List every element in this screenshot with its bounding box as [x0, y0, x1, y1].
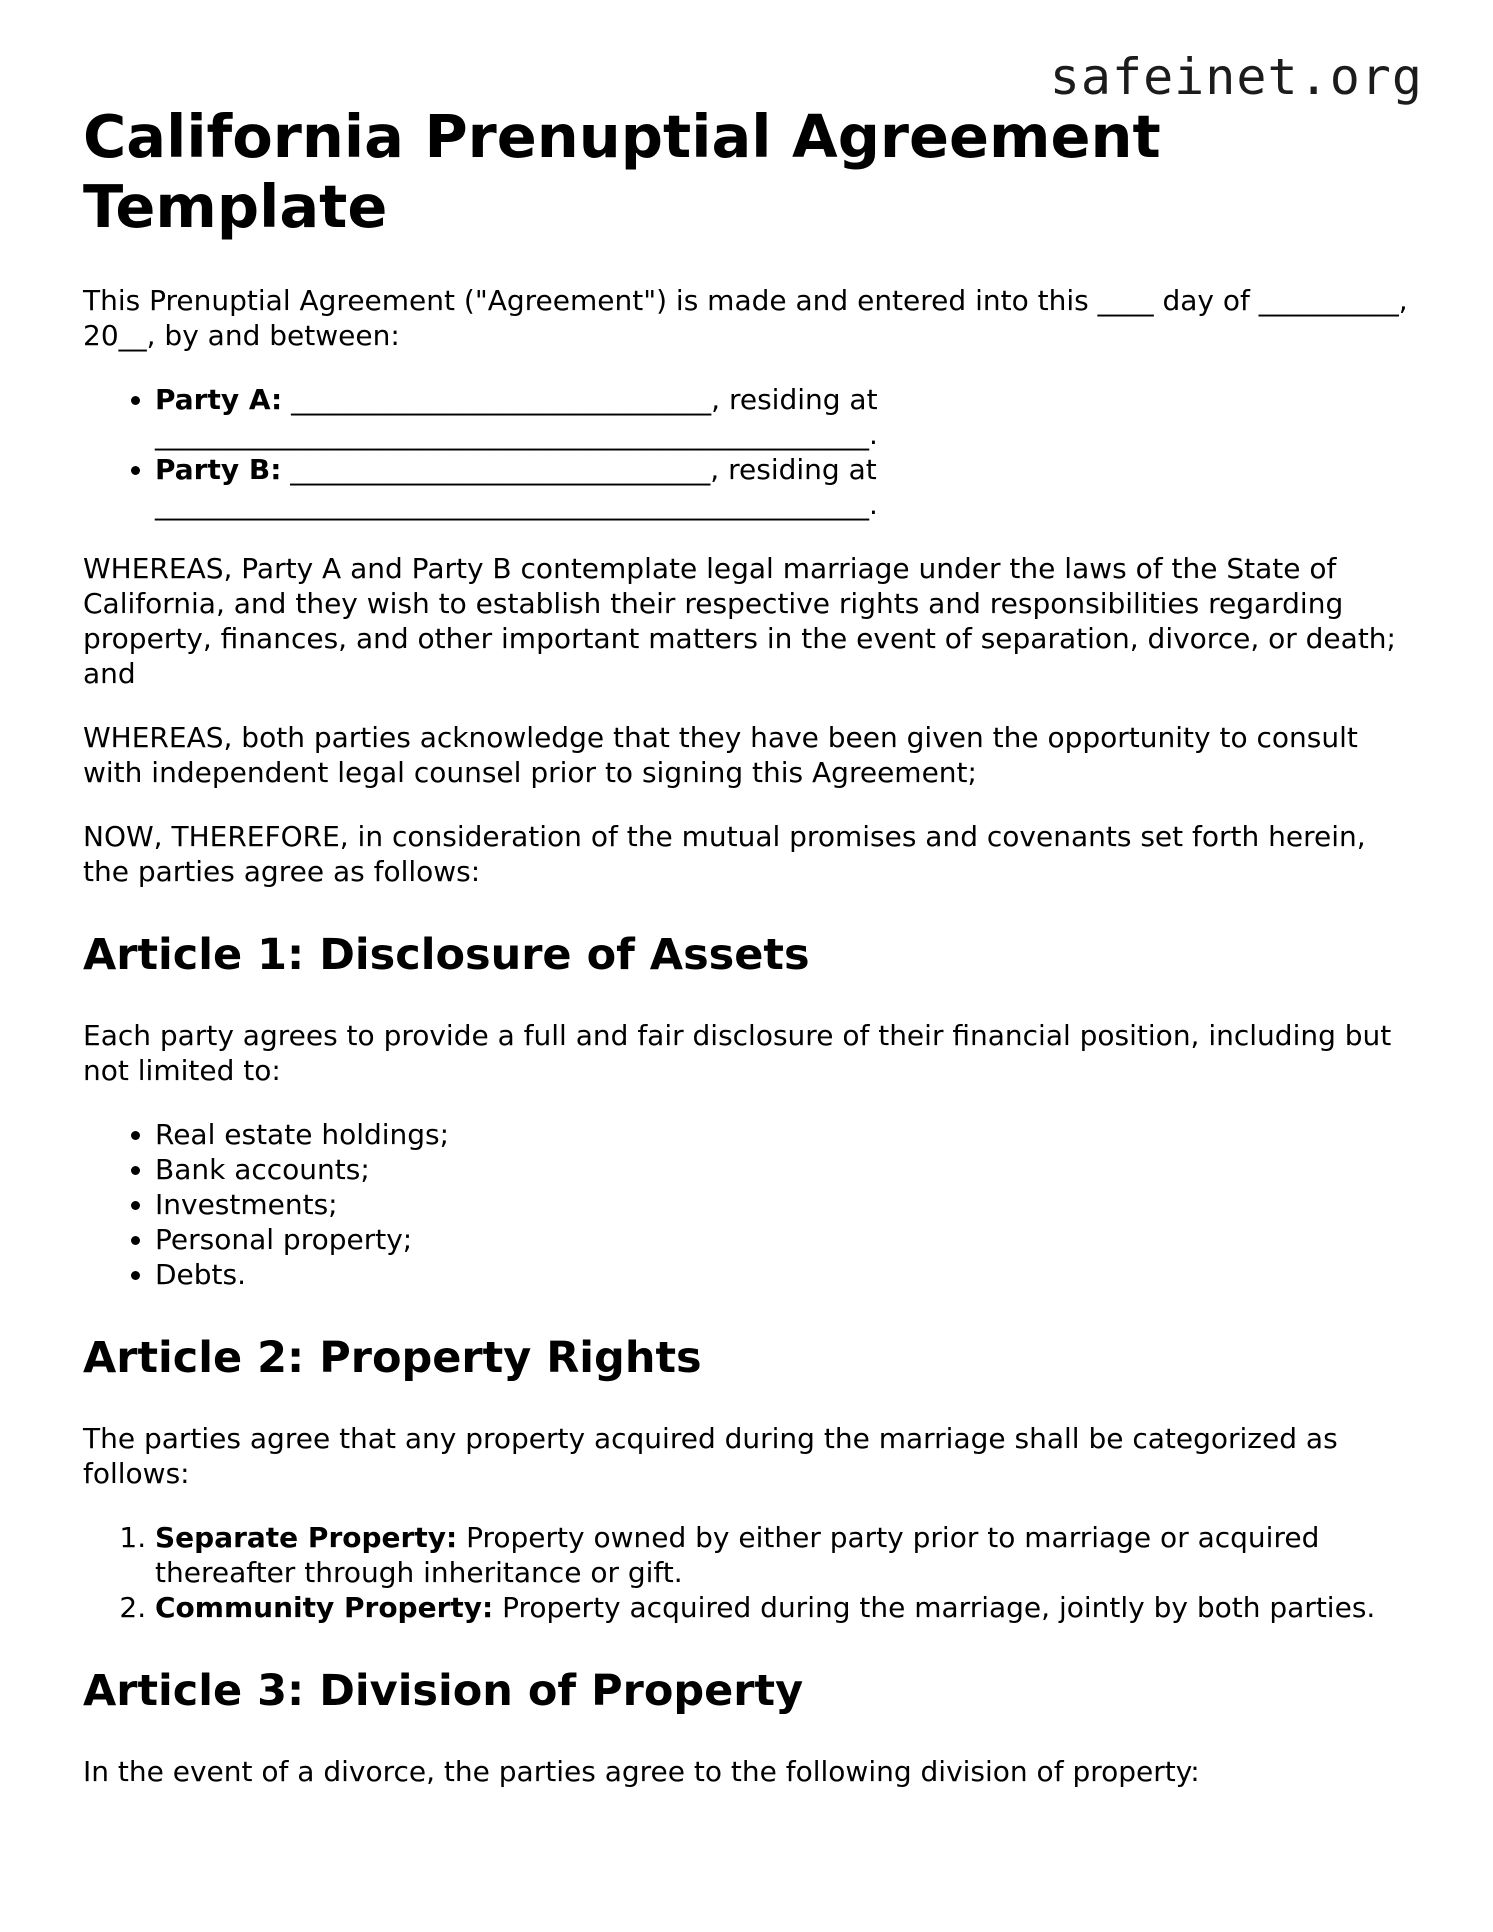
whereas-paragraph-1: WHEREAS, Party A and Party B contemplate legal marriage under the laws of the State of California, and they wish to establish their respective rights and responsibilities regarding property, finances, and other important matters in the event of separation, divorce, or death; and — [83, 552, 1396, 690]
list-item: • Bank accounts; — [155, 1152, 1413, 1187]
separate-property-text: Property owned by either party prior to marriage or acquired thereafter through inheritance or gift. — [155, 1521, 1320, 1589]
party-a-label: Party A: — [155, 383, 283, 416]
intro-paragraph: This Prenuptial Agreement ("Agreement") is made and entered into this ____ day of __________, 20__, by and between: — [83, 284, 1408, 352]
party-b-item — [155, 452, 995, 522]
party-a-item — [155, 382, 995, 452]
separate-property-item — [155, 1520, 1413, 1590]
party-b-text: ______________________________, residing at ___________________________________________________. — [155, 453, 878, 521]
list-item: • Investments; — [155, 1187, 1413, 1222]
article-1-body: Each party agrees to provide a full and fair disclosure of their financial position, including but not limited to: — [83, 1019, 1392, 1087]
separate-property-label: Separate Property: — [155, 1521, 458, 1554]
list-item: • Real estate holdings; — [155, 1117, 1413, 1152]
therefore-paragraph: NOW, THEREFORE, in consideration of the mutual promises and covenants set forth herein, the parties agree as follows: — [83, 820, 1366, 888]
list-item: • Debts. — [155, 1257, 1413, 1292]
article-3-heading: Article 3: Division of Property — [83, 1666, 804, 1716]
party-a-text: ______________________________, residing at ___________________________________________________. — [155, 383, 878, 451]
article-1-heading: Article 1: Disclosure of Assets — [83, 930, 810, 980]
document-title: California Prenuptial Agreement Template — [83, 102, 1161, 241]
article-2-heading: Article 2: Property Rights — [83, 1333, 702, 1383]
document-page — [83, 102, 1413, 1818]
article-2-list — [83, 1520, 1413, 1625]
list-item: • Personal property; — [155, 1222, 1413, 1257]
community-property-label: Community Property: — [155, 1591, 494, 1624]
article-2-body: The parties agree that any property acquired during the marriage shall be categorized as follows: — [83, 1422, 1338, 1490]
community-property-text: Property acquired during the marriage, jointly by both parties. — [493, 1591, 1376, 1624]
parties-list — [83, 382, 995, 522]
article-1-list — [83, 1117, 1413, 1292]
party-b-label: Party B: — [155, 453, 282, 486]
article-3-body: In the event of a divorce, the parties agree to the following division of property: — [83, 1755, 1200, 1788]
whereas-paragraph-2: WHEREAS, both parties acknowledge that they have been given the opportunity to consult with independent legal counsel prior to signing this Agreement; — [83, 721, 1358, 789]
community-property-item — [155, 1590, 1413, 1625]
site-watermark: safeinet.org — [1049, 48, 1423, 106]
